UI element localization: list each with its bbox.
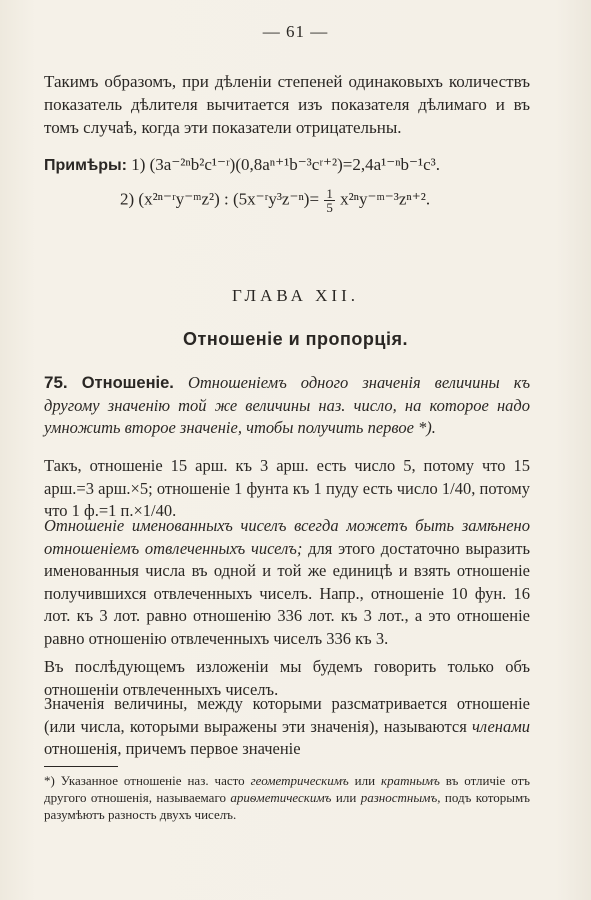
footnote-term-geometric: геометрическимъ <box>250 773 349 788</box>
example-1-number: 1) <box>131 155 146 174</box>
terms-text-1: Значенія величины, между которыми разсматривается отношеніе (или числа, которыми выражены эти значенія), называются <box>44 694 530 736</box>
abstract-numbers-paragraph: Въ послѣдующемъ изложеніи мы будемъ говорить только объ отношеніи отвлеченныхъ чиселъ. <box>44 657 530 699</box>
footnote-text-5: , подъ которымъ разумѣютъ разность двухъ чиселъ. <box>44 790 530 822</box>
section-number: 75. <box>44 373 68 392</box>
fraction-denominator: 5 <box>326 200 333 215</box>
terms-paragraph <box>44 693 530 761</box>
footnote-text-4: или <box>331 790 361 805</box>
page-number: — 61 — <box>262 22 329 41</box>
example-2-formula-right: x²ⁿy⁻ᵐ⁻³zⁿ⁺². <box>340 189 431 209</box>
section-75-paragraph <box>44 372 530 440</box>
example-2-formula-left: (x²ⁿ⁻ʳy⁻ᵐz²) : (5x⁻ʳy³z⁻ⁿ)= <box>138 189 320 209</box>
example-paragraph: Такъ, отношеніе 15 арш. къ 3 арш. есть число 5, потому что 15 арш.=3 арш.×5; отношеніе 1 фунта къ 1 пуду есть число 1/40, потому что 1 ф.=1 п.×1/40. <box>44 456 530 520</box>
example-1-formula: (3a⁻²ⁿb²c¹⁻ʳ)(0,8aⁿ⁺¹b⁻³cʳ⁺²)=2,4a¹⁻ⁿb⁻¹c³. <box>149 155 441 174</box>
footnote-divider <box>44 766 118 767</box>
footnote-term-difference: разностнымъ <box>360 790 438 805</box>
example-2 <box>44 187 534 219</box>
terms-text-2: отношенія, причемъ первое значеніе <box>44 739 301 758</box>
section-definition: Отношеніемъ одного значенія величины къ другому значенію той же величины наз. число, на которое надо умножить второе значеніе, чтобы получить первое *). <box>44 373 531 437</box>
example-2-number: 2) <box>120 189 135 209</box>
footnote-text-2: или <box>348 773 382 788</box>
chapter-subtitle: Отношеніе и пропорція. <box>183 329 408 349</box>
example-1 <box>44 155 534 187</box>
examples-block <box>44 155 534 219</box>
fraction-numerator: 1 <box>326 186 333 201</box>
named-numbers-explanation: для этого достаточно выразить именованныя числа въ одной и той же единицѣ и взять отношеніе получившихся отвлеченныхъ чиселъ. Напр., отношеніе 10 фун. 16 лот. къ 3 лот. равно отношенію 336 лот. къ 3 лот., а это отношеніе равно отношенію отвлеченныхъ чиселъ 336 къ 3. <box>44 538 530 648</box>
footnote-term-multiple: кратнымъ <box>381 773 440 788</box>
footnote-text-3: въ отличіе отъ другого отношенія, называемаго <box>44 773 530 805</box>
example-2-fraction <box>324 187 335 214</box>
chapter-title: ГЛАВА XII. <box>231 286 359 305</box>
terms-keyword: членами <box>471 716 530 736</box>
footnote-text-1: *) Указанное отношеніе наз. часто <box>44 773 251 788</box>
examples-label: Примѣры: <box>44 157 127 174</box>
named-numbers-rule: Отношеніе именованныхъ чиселъ всегда можетъ быть замѣнено отношеніемъ отвлеченныхъ чиселъ; <box>44 516 530 558</box>
section-heading: Отношеніе. <box>81 374 174 392</box>
footnote <box>44 772 530 823</box>
footnote-term-arithmetic: ариѳметическимъ <box>230 790 332 805</box>
intro-paragraph: Такимъ образомъ, при дѣленіи степеней одинаковыхъ количествъ показатель дѣлителя вычитается изъ показателя дѣлимаго и въ томъ случаѣ, когда эти показатели отрицательны. <box>44 72 530 137</box>
named-numbers-paragraph <box>44 515 530 650</box>
